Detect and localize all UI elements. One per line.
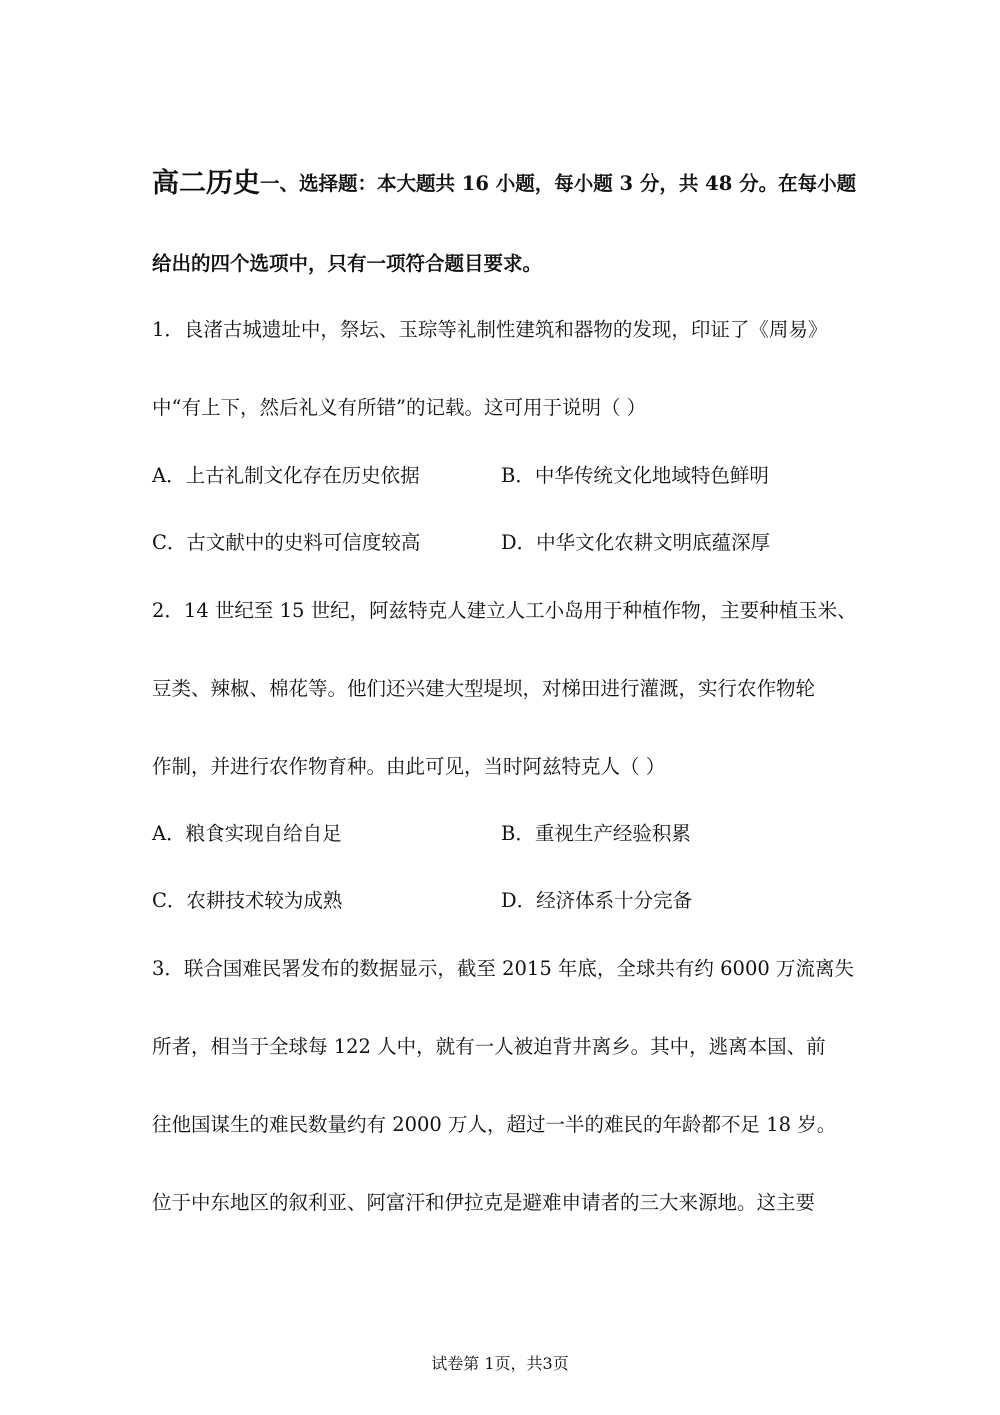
section-heading-text: 一、选择题：本大题共 16 小题，每小题 3 分，共 48 分。在每小题	[260, 172, 857, 195]
question-1-option-b: B．中华传统文化地域特色鲜明	[501, 464, 769, 487]
document-title: 高二历史	[152, 168, 260, 199]
question-2-line-2: 豆类、辣椒、棉花等。他们还兴建大型堤坝，对梯田进行灌溉，实行农作物轮	[152, 677, 816, 700]
question-1-option-a: A．上古礼制文化存在历史依据	[152, 464, 420, 487]
question-3-line-2: 所者，相当于全球每 122 人中，就有一人被迫背井离乡。其中，逃离本国、前	[152, 1035, 826, 1058]
question-1-option-d: D．中华文化农耕文明底蕴深厚	[501, 531, 771, 554]
question-2-option-d: D．经济体系十分完备	[501, 889, 693, 912]
question-2-option-c: C．农耕技术较为成熟	[152, 889, 343, 912]
section-heading-line-2: 给出的四个选项中，只有一项符合题目要求。	[152, 252, 543, 275]
question-1-option-c: C．古文献中的史料可信度较高	[152, 531, 421, 554]
question-2-option-b: B．重视生产经验积累	[501, 822, 691, 845]
question-2-line-1: 2．14 世纪至 15 世纪，阿兹特克人建立人工小岛用于种植作物，主要种植玉米、	[152, 599, 857, 622]
question-2-option-a: A．粮食实现自给自足	[152, 822, 342, 845]
page-footer: 试卷第 1页，共3页	[431, 1354, 569, 1373]
question-3-line-4: 位于中东地区的叙利亚、阿富汗和伊拉克是避难申请者的三大来源地。这主要	[152, 1191, 816, 1214]
question-3-line-3: 往他国谋生的难民数量约有 2000 万人，超过一半的难民的年龄都不足 18 岁。	[152, 1113, 837, 1136]
question-1-line-2: 中“有上下，然后礼义有所错”的记载。这可用于说明（ ）	[152, 396, 647, 419]
question-3-line-1: 3．联合国难民署发布的数据显示，截至 2015 年底，全球共有约 6000 万流离失	[152, 957, 854, 980]
question-2-line-3: 作制，并进行农作物育种。由此可见，当时阿兹特克人（ ）	[152, 755, 666, 778]
question-1-line-1: 1．良渚古城遗址中，祭坛、玉琮等礼制性建筑和器物的发现，印证了《周易》	[152, 318, 828, 341]
section-heading-line-1	[152, 170, 856, 198]
